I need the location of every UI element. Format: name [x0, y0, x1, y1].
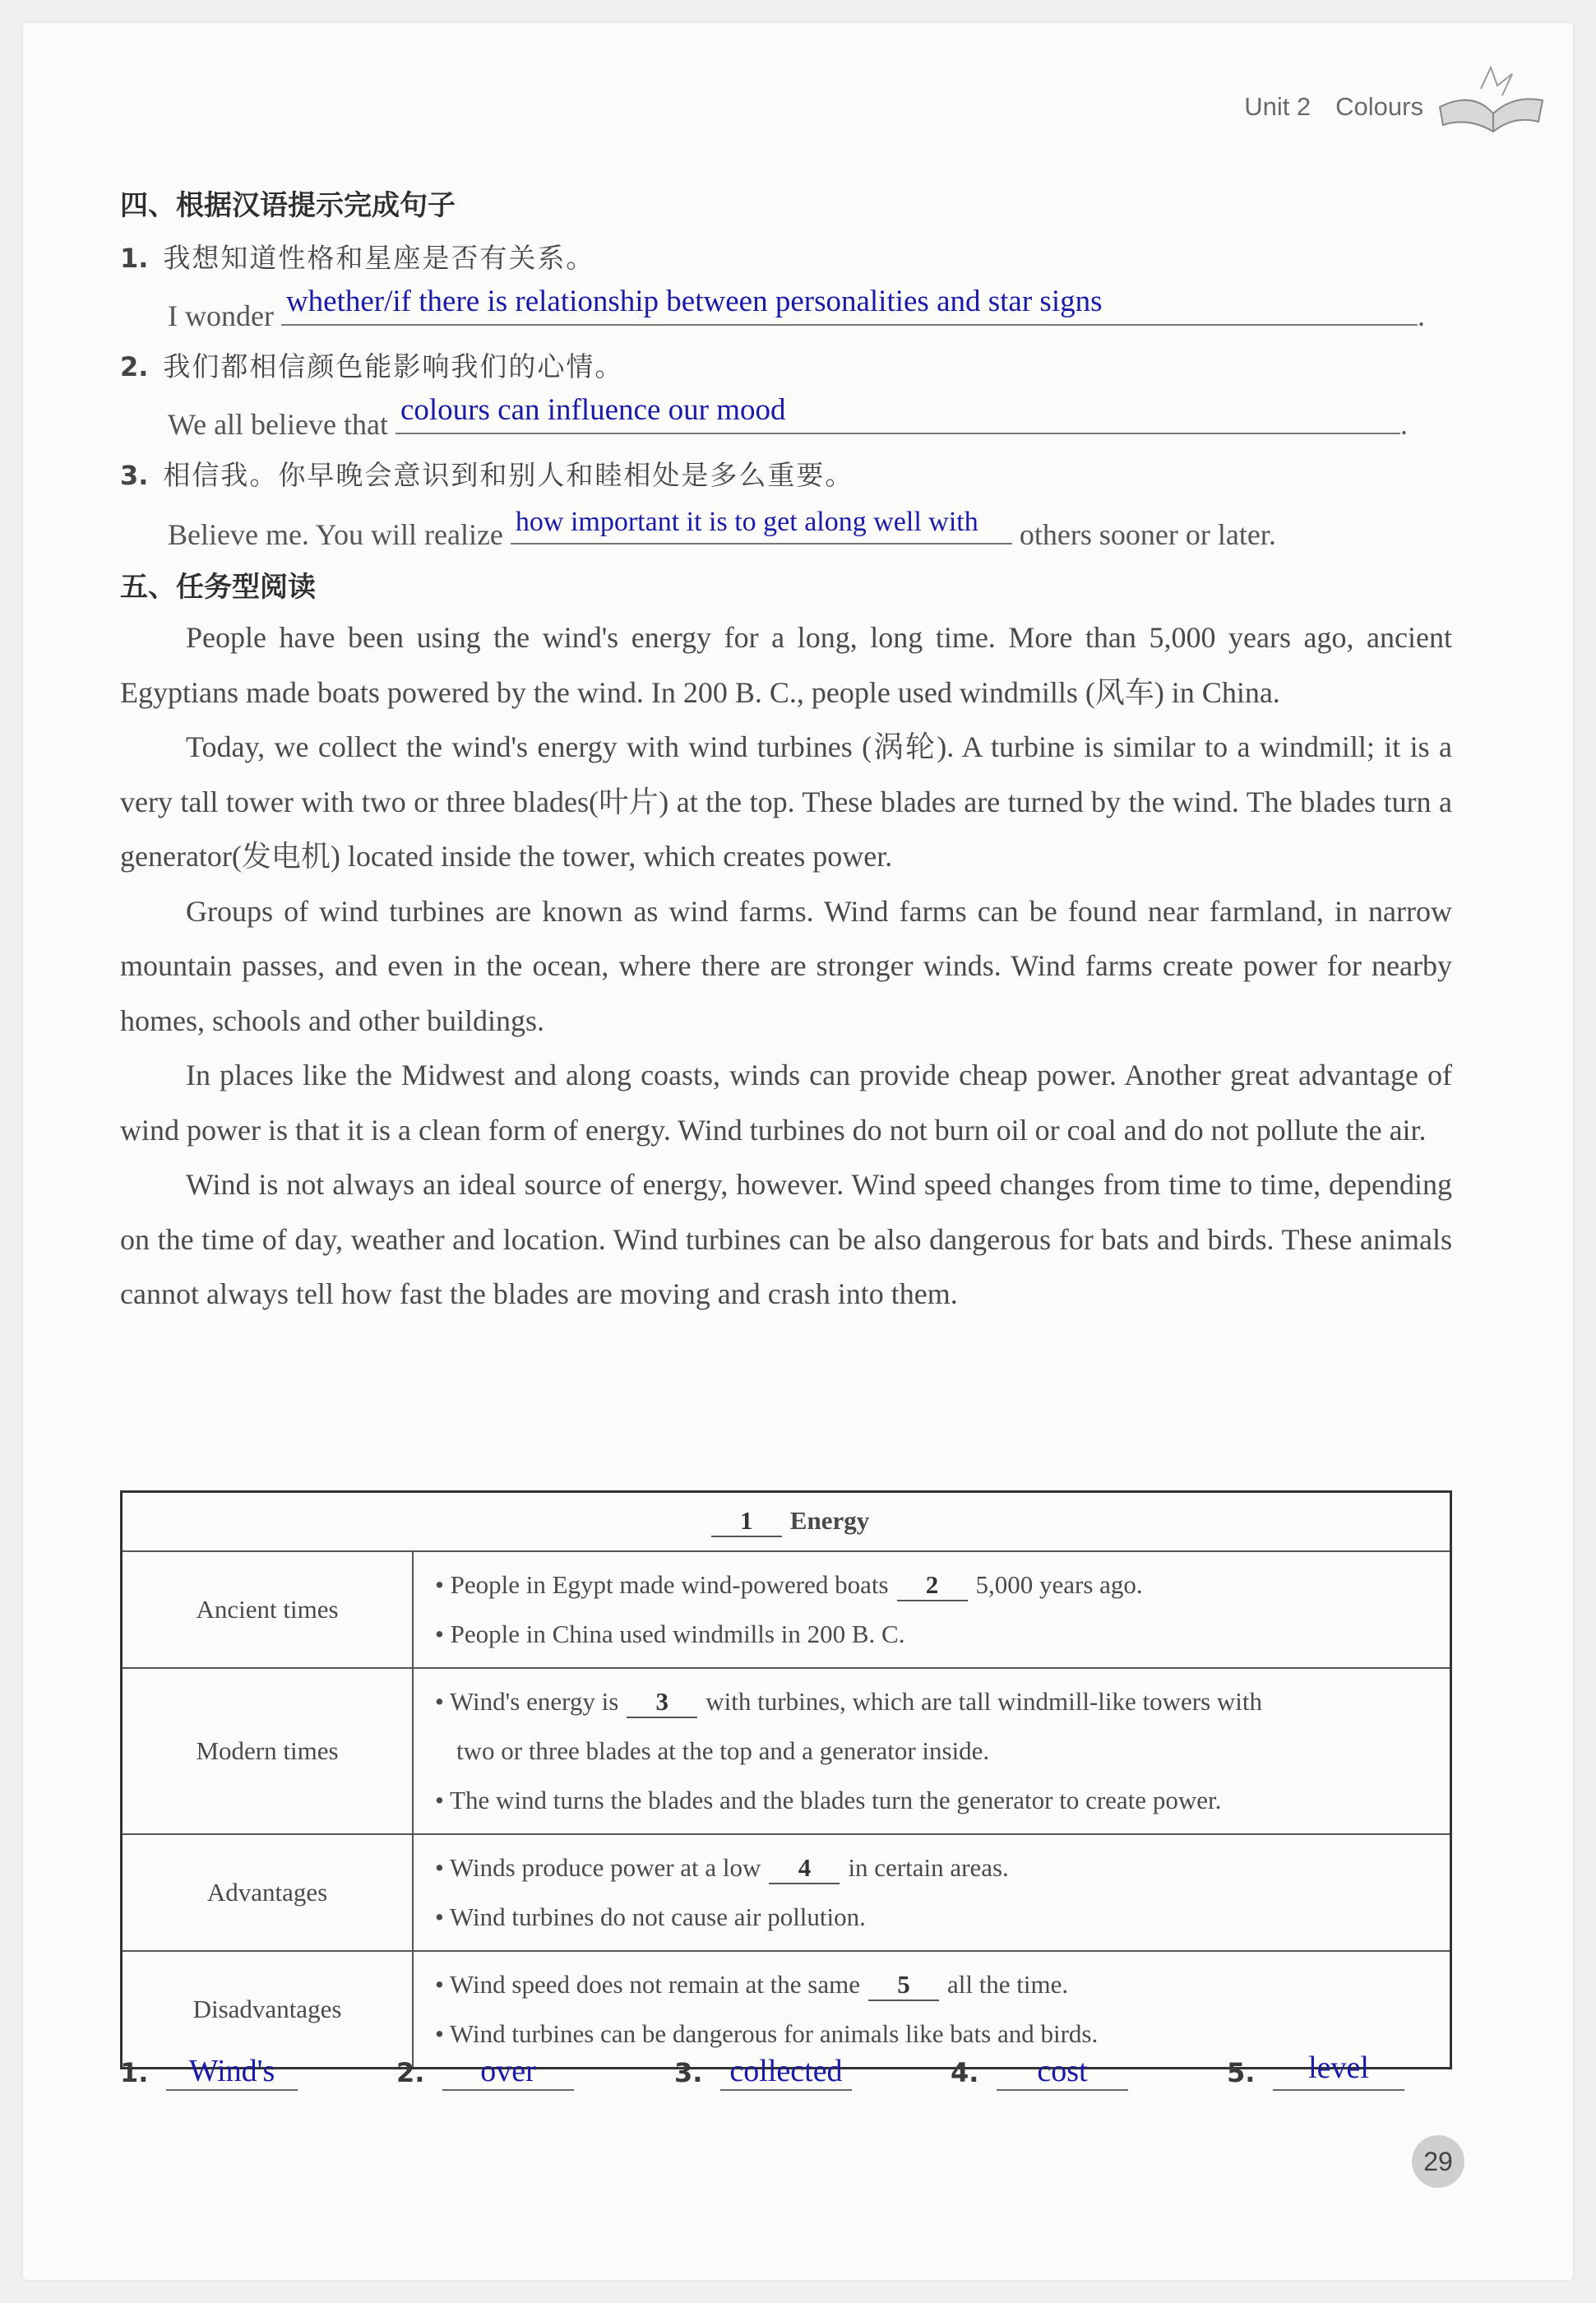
section-5-title: 五、任务型阅读 [120, 571, 316, 604]
question-text: 我们都相信颜色能影响我们的心情。 [163, 350, 624, 382]
answer-prefix: We all believe that [168, 408, 388, 441]
answer-number: 1. [120, 2057, 149, 2088]
answer-number: 2. [396, 2057, 425, 2088]
task-table [120, 1490, 1452, 2069]
handwritten-answer: level [1308, 2050, 1369, 2085]
answer-prefix: Believe me. You will realize [168, 518, 503, 551]
answer-item [120, 2054, 275, 2089]
detail-text: all the time. [946, 1969, 1069, 1999]
table-details [413, 1834, 1451, 1951]
answer-blank[interactable] [281, 285, 1418, 326]
answer-item [674, 2054, 843, 2089]
question-2-chinese [120, 345, 623, 384]
table-category: Advantages [122, 1834, 414, 1951]
answer-underline[interactable] [1273, 2089, 1404, 2091]
table-row [122, 1834, 1451, 1951]
answer-item [396, 2054, 536, 2089]
answer-item [1227, 2050, 1369, 2089]
table-category: Disadvantages [122, 1951, 414, 2069]
detail-text: two or three blades at the top and a generator inside. [456, 1735, 990, 1765]
answer-blank[interactable] [511, 508, 1012, 544]
answer-number: 5. [1227, 2057, 1256, 2088]
question-3-chinese [120, 454, 854, 493]
answer-underline[interactable] [720, 2089, 852, 2091]
handwritten-answer: how important it is to get along well with [515, 507, 978, 537]
answer-underline[interactable] [166, 2089, 298, 2091]
table-blank[interactable]: 1 [711, 1506, 782, 1537]
answer-blank[interactable] [396, 393, 1400, 434]
handwritten-answer: Wind's [188, 2054, 275, 2088]
table-title: Energy [789, 1505, 870, 1535]
question-1-answer-line [168, 285, 1425, 333]
reading-passage [120, 610, 1452, 1322]
table-blank[interactable]: 4 [769, 1853, 840, 1884]
answer-underline[interactable] [442, 2089, 574, 2091]
open-book-icon [1432, 49, 1547, 148]
answer-item [951, 2054, 1088, 2089]
passage-paragraph: Groups of wind turbines are known as wind farms. Wind farms can be found near farmland, in narrow mountain passes, and even in the ocean, where there are stronger winds. Wind farms create power for nearby homes, schools and other buildings. [120, 894, 1452, 1037]
handwritten-answer: collected [729, 2054, 843, 2088]
detail-text: • Wind's energy is [435, 1686, 619, 1716]
table-title-cell [122, 1492, 1451, 1551]
detail-text: in certain areas. [848, 1852, 1009, 1882]
question-number: 1. [120, 243, 149, 274]
answer-number: 3. [674, 2057, 703, 2088]
question-number: 3. [120, 460, 149, 491]
question-text: 相信我。你早晚会意识到和别人和睦相处是多么重要。 [163, 459, 854, 491]
answer-number: 4. [951, 2057, 979, 2088]
question-3-answer-line [168, 508, 1276, 552]
detail-text: • Wind speed does not remain at the same [435, 1969, 860, 1999]
detail-text: with turbines, which are tall windmill-like towers with [705, 1686, 1262, 1716]
question-2-answer-line [168, 393, 1408, 442]
answer-row [120, 2050, 1452, 2112]
handwritten-answer: cost [1037, 2054, 1088, 2088]
page-number: 29 [1412, 2135, 1464, 2188]
question-text: 我想知道性格和星座是否有关系。 [163, 242, 595, 274]
table-blank[interactable]: 5 [868, 1970, 939, 2001]
table-category: Modern times [122, 1668, 414, 1834]
detail-text: • The wind turns the blades and the blades turn the generator to create power. [435, 1785, 1222, 1814]
detail-text: • People in China used windmills in 200 B. C. [435, 1619, 905, 1648]
passage-paragraph: Today, we collect the wind's energy with wind turbines (涡轮). A turbine is similar to a windmill; it is a very tall tower with two or three blades(叶片) at the top. These blades are turned by the wind. The blades turn a generator(发电机) located inside the tower, which creates power. [120, 730, 1452, 873]
table-blank[interactable]: 3 [627, 1687, 697, 1718]
answer-suffix: . [1399, 408, 1408, 441]
detail-text: • Wind turbines do not cause air pollution. [435, 1902, 866, 1931]
handwritten-answer: colours can influence our mood [400, 393, 786, 427]
answer-underline[interactable] [997, 2089, 1128, 2091]
passage-paragraph: People have been using the wind's energy for a long, long time. More than 5,000 years ago, ancient Egyptians made boats powered by the wind. In 200 B. C., people used windmills (风车) in China. [120, 621, 1452, 709]
section-4-title: 四、根据汉语提示完成句子 [120, 189, 456, 222]
passage-paragraph: In places like the Midwest and along coasts, winds can provide cheap power. Another great advantage of wind power is that it is a clean form of energy. Wind turbines do not burn oil or coal and do not pollute the air. [120, 1059, 1452, 1147]
handwritten-answer: over [480, 2054, 536, 2088]
question-number: 2. [120, 351, 149, 382]
unit-label: Unit 2 [1244, 92, 1311, 121]
detail-text: • Wind turbines can be dangerous for animals like bats and birds. [435, 2018, 1099, 2048]
question-1-chinese [120, 237, 594, 276]
table-header-row [122, 1492, 1451, 1551]
table-blank[interactable]: 2 [897, 1570, 968, 1601]
answer-prefix: I wonder [168, 299, 274, 332]
table-row [122, 1668, 1451, 1834]
table-category: Ancient times [122, 1551, 414, 1668]
detail-text: • Winds produce power at a low [435, 1852, 761, 1882]
handwritten-answer: whether/if there is relationship between personalities and star signs [285, 285, 1103, 318]
answer-suffix: others sooner or later. [1019, 518, 1276, 551]
answer-suffix: . [1417, 299, 1425, 332]
passage-paragraph: Wind is not always an ideal source of energy, however. Wind speed changes from time to time, depending on the time of day, weather and location. Wind turbines can be also dangerous for bats and birds. These animals cannot always tell how fast the blades are moving and crash into them. [120, 1168, 1452, 1310]
page-header [1219, 92, 1423, 122]
table-details [413, 1551, 1451, 1668]
unit-title: Colours [1335, 92, 1423, 121]
detail-text: • People in Egypt made wind-powered boats [435, 1569, 889, 1599]
detail-text: 5,000 years ago. [975, 1569, 1143, 1599]
table-row [122, 1951, 1451, 2069]
table-details [413, 1668, 1451, 1834]
table-row [122, 1551, 1451, 1668]
